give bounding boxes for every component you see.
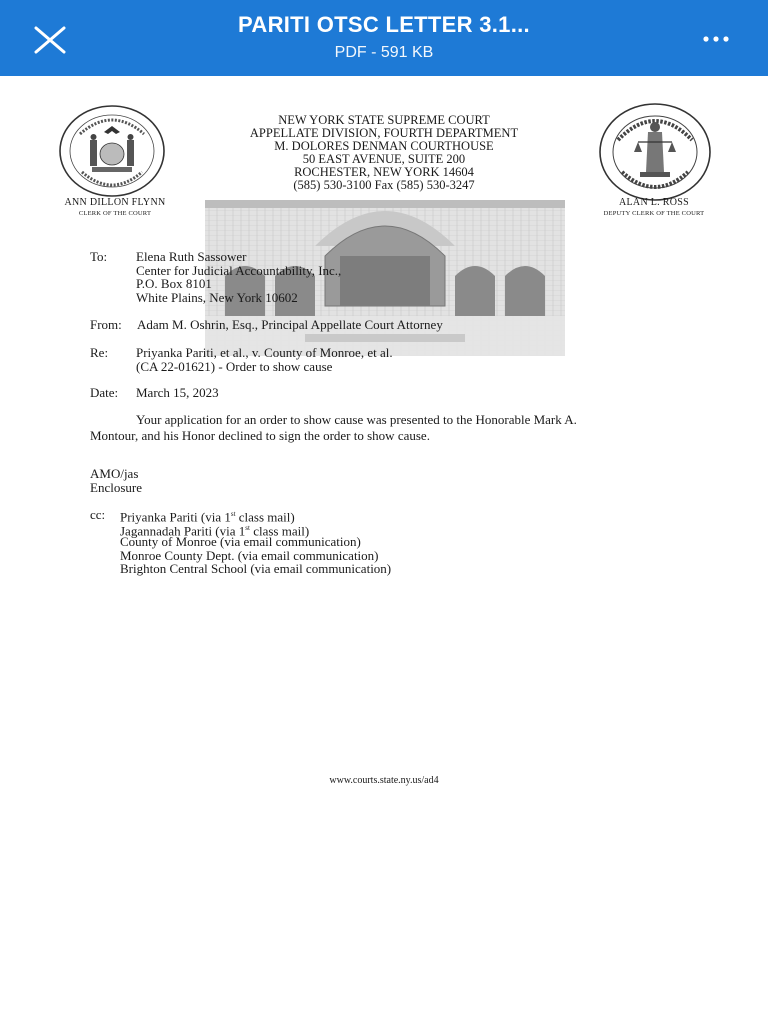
clerk-title: CLERK OF THE COURT — [78, 210, 152, 217]
recipient-city: White Plains, New York 10602 — [136, 289, 298, 305]
close-icon — [30, 22, 70, 56]
deputy-clerk-title: DEPUTY CLERK OF THE COURT — [603, 210, 705, 217]
document-file-info: PDF - 591 KB — [334, 44, 434, 61]
letter-date: March 15, 2023 — [136, 385, 219, 400]
viewer-toolbar — [0, 0, 768, 76]
body-paragraph-line-2: Montour, and his Honor declined to sign the order to show cause. — [90, 428, 430, 443]
enclosure-note: Enclosure — [90, 480, 142, 495]
clerk-signature-block — [40, 197, 190, 219]
clerk-name: ANN DILLON FLYNN — [64, 197, 166, 208]
state-of-new-york-seal-icon — [58, 104, 166, 198]
phone-fax-line: (585) 530-3100 Fax (585) 530-3247 — [293, 178, 475, 192]
typist-initials: AMO/jas — [90, 466, 139, 481]
street-address-line: 50 EAST AVENUE, SUITE 200 — [302, 152, 466, 166]
more-options-button[interactable] — [694, 22, 738, 56]
court-website-url[interactable]: www.courts.state.ny.us/ad4 — [329, 775, 439, 786]
cc-recipient-2: Jagannadah Pariti (via 1st class mail) — [120, 522, 310, 538]
cc-recipient-5: Brighton Central School (via email communication) — [120, 561, 392, 576]
document-title: PARITI OTSC LETTER 3.1... — [238, 12, 530, 37]
fourth-department-seal-icon — [598, 102, 712, 202]
cc-recipient-1: Priyanka Pariti (via 1st class mail) — [120, 509, 295, 525]
more-vertical-dots-icon — [694, 22, 738, 56]
from-value: Adam M. Oshrin, Esq., Principal Appellate Court Attorney — [137, 317, 443, 332]
cc-recipient-3: County of Monroe (via email communication) — [120, 534, 361, 549]
deputy-clerk-name: ALAN L. ROSS — [619, 197, 689, 208]
pdf-page[interactable] — [0, 76, 768, 1024]
recipient-name: Elena Ruth Sassower — [136, 249, 247, 264]
body-paragraph-line-1: Your application for an order to show cause was presented to the Honorable Mark A. — [136, 412, 577, 427]
court-letterhead — [220, 114, 548, 192]
cc-label: cc: — [90, 507, 106, 522]
from-label: From: — [90, 317, 122, 332]
court-name-line: NEW YORK STATE SUPREME COURT — [278, 113, 490, 127]
city-line: ROCHESTER, NEW YORK 14604 — [294, 165, 474, 179]
close-button[interactable] — [30, 22, 70, 56]
cc-recipient-4: Monroe County Dept. (via email communication) — [120, 547, 379, 563]
recipient-organization: Center for Judicial Accountability, Inc., — [136, 262, 342, 278]
case-number-subject: (CA 22-01621) - Order to show cause — [136, 358, 333, 374]
date-label: Date: — [90, 385, 119, 400]
courthouse-line: M. DOLORES DENMAN COURTHOUSE — [274, 139, 494, 153]
to-label: To: — [90, 249, 108, 264]
case-caption: Priyanka Pariti, et al., v. County of Monroe, et al. — [136, 345, 393, 360]
deputy-clerk-signature-block — [584, 197, 724, 219]
re-label: Re: — [90, 345, 109, 360]
division-line: APPELLATE DIVISION, FOURTH DEPARTMENT — [249, 126, 519, 140]
recipient-po-box: P.O. Box 8101 — [136, 276, 212, 291]
